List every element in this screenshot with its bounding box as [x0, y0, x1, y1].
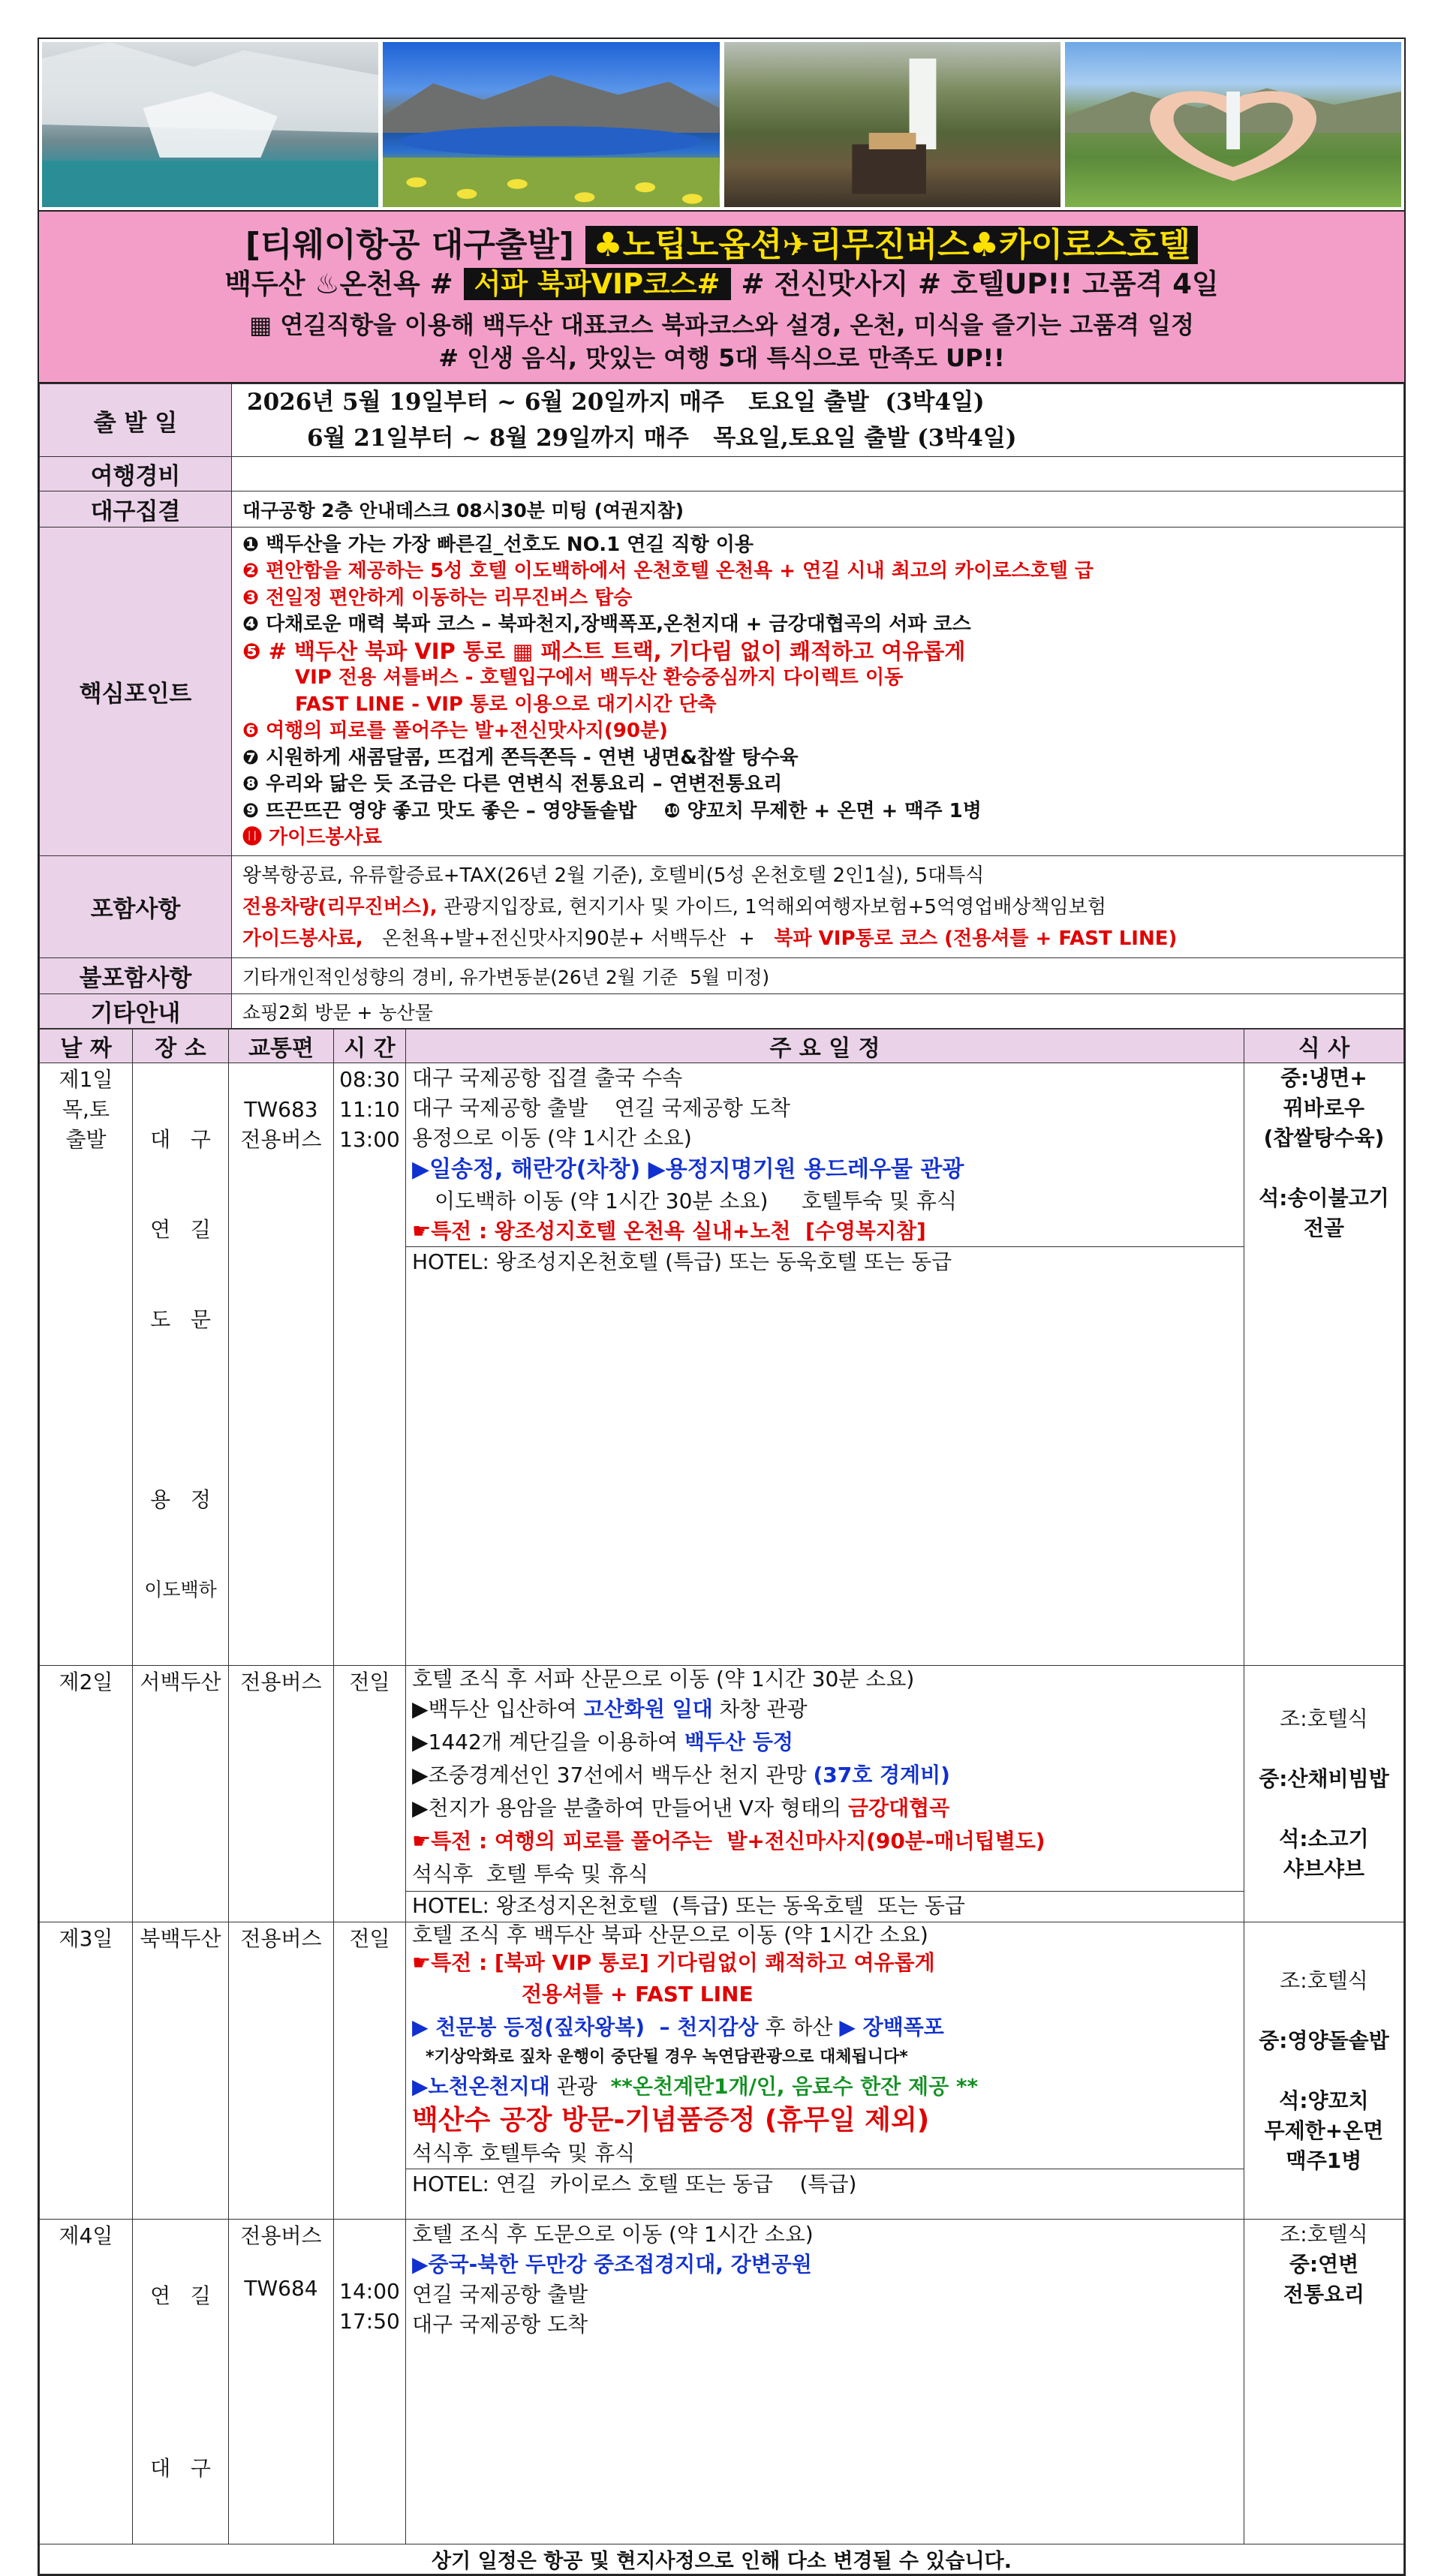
- day1-date: [40, 1063, 133, 1666]
- day2-transport: 전용버스: [229, 1666, 334, 1922]
- day2-line-1: 호텔 조식 후 서파 산문으로 이동 (약 1시간 30분 소요): [412, 1667, 915, 1691]
- includes-line-1: 왕복항공료, 유류할증료+TAX(26년 2월 기준), 호텔비(5성 온천호텔 2인1실), 5대특식: [242, 864, 985, 887]
- day4-itinerary: [406, 2220, 1244, 2544]
- itinerary-sheet: [38, 38, 1406, 2576]
- day1-time-3: 13:00: [339, 1127, 400, 1152]
- etc-row: [40, 994, 1404, 1029]
- title-banner: [39, 210, 1404, 383]
- footer-notice: 상기 일정은 항공 및 현지사정으로 인해 다소 변경될 수 있습니다.: [40, 2544, 1404, 2574]
- day4-line-2: ▶중국-북한 두만강 중조접경지대, 강변공원: [412, 2252, 812, 2277]
- banner-subtitle-c: # 전신맛사지 # 호텔UP!! 고품격 4일: [741, 268, 1219, 300]
- day2-date: 제2일: [40, 1666, 133, 1922]
- day3-highlight-hotspring: ▶노천온천지대: [412, 2074, 550, 2099]
- point-1: ❶ 백두산을 가는 가장 빠른길_선호도 NO.1 연길 직항 이용: [242, 533, 754, 556]
- photo-strip: [39, 39, 1404, 210]
- excludes-row: [40, 958, 1404, 994]
- departure-line-2: 6월 21일부터 ~ 8월 29일까지 매주 목요일,토요일 출발 (3박4일): [307, 425, 1017, 452]
- day3-line-7: 백산수 공장 방문-기념품증정 (휴무일 제외): [412, 2105, 930, 2136]
- point-5-fastline: FAST LINE - VIP 통로 이용으로 대기시간 단축: [295, 693, 717, 716]
- point-9: ❾ 뜨끈뜨끈 영양 좋고 맛도 좋은 – 영양돌솥밥 ❿ 양꼬치 무제한 + 온면 + 맥주 1병: [242, 799, 982, 822]
- day3-line-1: 호텔 조식 후 백두산 북파 산문으로 이동 (약 1시간 소요): [412, 1922, 928, 1947]
- includes-line-3-mid: 온천욕+발+전신맛사지90분+ 서백두산 +: [369, 927, 768, 950]
- banner-subtitle: [39, 261, 1404, 302]
- includes-line-3: [242, 923, 1403, 954]
- day4-place: [133, 2220, 229, 2544]
- day3-meal-gap-1: [1244, 1996, 1403, 2026]
- day1-line-1: 대구 국제공항 집결 출국 수속: [412, 1066, 683, 1090]
- departure-dates: [232, 384, 1404, 457]
- day4-place-gap: [133, 2371, 228, 2394]
- includes-line-2: [242, 891, 1403, 923]
- header-time: 시 간: [334, 1029, 406, 1063]
- day1-place-gap: [133, 1395, 228, 1425]
- banner-description: ▦ 연길직항을 이용해 백두산 대표코스 북파코스와 설경, 온천, 미식을 즐기는 고품격 일정: [248, 311, 1195, 339]
- snowy-waterfall-photo: [42, 42, 378, 207]
- day2-line-3: [412, 1726, 1244, 1759]
- cost-row: [40, 457, 1404, 491]
- includes-label: 포함사항: [40, 856, 232, 958]
- day2-hotel: HOTEL: 왕조성지온천호텔 (특급) 또는 동욱호텔 또는 동급: [406, 1891, 1244, 1920]
- banner-subtitle-highlight: 서파 북파VIP코스#: [464, 268, 731, 300]
- day3-place: 북백두산: [133, 1922, 229, 2220]
- day4-meal-1: 조:호텔식: [1280, 2222, 1368, 2247]
- day1-meal-1: 중:냉면+: [1280, 1066, 1367, 1090]
- day1-weekday: 목,토: [62, 1097, 110, 1122]
- includes-vip-course: 북파 VIP통로 코스 (전용셔틀 + FAST LINE): [767, 927, 1178, 950]
- day1-line-4: ▶일송정, 해란강(차창) ▶용정지명기원 용드레우물 관광: [412, 1156, 964, 1183]
- includes-line-2-rest: 관광지입장료, 현지기사 및 가이드, 1억해외여행자보험+5억영업배상책임보험: [437, 895, 1107, 918]
- day2-line-2c: 차창 관광: [712, 1697, 808, 1721]
- day3-line-8: 석식후 호텔투숙 및 휴식: [412, 2141, 636, 2166]
- day4-time: [334, 2220, 406, 2544]
- day2-meal-4: 샤브샤브: [1283, 1856, 1365, 1881]
- day4-place-1: 연 길: [150, 2283, 211, 2308]
- day2-highlight-alpine: 고산화원 일대: [583, 1697, 713, 1721]
- day1-line-6: ☛특전 : 왕조성지호텔 온천욕 실내+노천 [수영복지참]: [412, 1219, 926, 1243]
- point-11: ⓫ 가이드봉사료: [242, 826, 382, 849]
- point-4: ❹ 다채로운 매력 북파 코스 – 북파천지,장백폭포,온천지대 + 금강대협곡의 서파 코스: [242, 613, 971, 636]
- heaven-lake-photo: [383, 42, 719, 207]
- day1-meal-5: 석:송이불고기: [1259, 1186, 1389, 1210]
- day1-row: [40, 1063, 1404, 1666]
- header-place: 장 소: [133, 1029, 229, 1063]
- footer-row: [40, 2544, 1404, 2574]
- day4-line-4: 대구 국제공항 도착: [412, 2312, 588, 2337]
- day2-meal-3: 석:소고기: [1279, 1826, 1369, 1851]
- day1-meals: [1244, 1063, 1404, 1666]
- info-table: [39, 383, 1404, 1029]
- excludes-label: 불포함사항: [40, 958, 232, 994]
- departure-row: [40, 384, 1404, 457]
- day2-line-7: 석식후 호텔 투숙 및 휴식: [412, 1862, 648, 1886]
- cost-label: 여행경비: [40, 457, 232, 491]
- day2-meal-2: 중:산채비빔밥: [1259, 1766, 1389, 1791]
- day2-line-2a: ▶백두산 입산하여: [412, 1697, 584, 1721]
- header-itinerary: 주 요 일 정: [406, 1029, 1244, 1063]
- day4-bus: 전용버스: [240, 2223, 322, 2248]
- day1-transport-gap: [229, 1065, 333, 1095]
- point-6: ❻ 여행의 피로를 풀어주는 발+전신맛사지(90분): [242, 720, 668, 742]
- points-row: [40, 528, 1404, 856]
- day4-time-2: 17:50: [339, 2309, 400, 2334]
- day2-meal-gap-2: [1244, 1794, 1403, 1824]
- day2-time: 전일: [334, 1666, 406, 1922]
- day3-row: [40, 1922, 1404, 2220]
- departure-line-1: 2026년 5월 19일부터 ~ 6월 20일까지 매주 토요일 출발 (3박4일): [247, 389, 985, 416]
- day3-line-2: ☛특전 : [북파 VIP 통로] 기다림없이 쾌적하고 여유롭게: [412, 1950, 935, 1975]
- schedule-table: [39, 1029, 1404, 2574]
- day1-transport: [229, 1063, 334, 1666]
- banner-slogan: # 인생 음식, 맛있는 여행 5대 특식으로 만족도 UP!!: [438, 344, 1005, 372]
- day2-meal-gap-1: [1244, 1734, 1403, 1764]
- day1-date-label: 제1일: [59, 1067, 113, 1092]
- day4-meal-3: 전통요리: [1283, 2282, 1365, 2307]
- day3-meal-2: 중:영양돌솥밥: [1259, 2027, 1389, 2053]
- day2-line-2: [412, 1693, 1244, 1726]
- day4-time-1: 14:00: [339, 2279, 400, 2304]
- day3-date: 제3일: [40, 1922, 133, 2220]
- day1-place-5: 용 정: [150, 1487, 211, 1512]
- header-date: 날 짜: [40, 1029, 133, 1063]
- day1-departure: 출발: [65, 1127, 107, 1152]
- point-5: ❺ # 백두산 북파 VIP 통로 ▦ 패스트 트랙, 기다림 없이 쾌적하고 여유롭게: [242, 638, 966, 664]
- cost-value: [232, 457, 1404, 491]
- day3-highlight-falls: ▶ 장백폭포: [839, 2015, 944, 2039]
- day4-time-gap: [334, 2221, 405, 2277]
- header-meal: 식 사: [1244, 1029, 1404, 1063]
- day2-highlight-border: (37호 경계비): [813, 1763, 950, 1787]
- day2-line-5: [412, 1792, 1244, 1825]
- day2-itinerary: [406, 1666, 1244, 1922]
- day1-meal-2: 꿔바로우: [1283, 1096, 1365, 1120]
- day1-meal-6: 전골: [1303, 1216, 1345, 1240]
- departure-label: 출 발 일: [40, 384, 232, 457]
- includes-value: [232, 856, 1404, 958]
- day2-highlight-canyon: 금강대협곡: [847, 1796, 950, 1820]
- day3-itinerary: [406, 1922, 1244, 2220]
- etc-value: 쇼핑2회 방문 + 농산물: [232, 994, 1404, 1029]
- day3-line-6: [412, 2071, 1244, 2103]
- day1-place-3: 도 문: [150, 1307, 211, 1332]
- day1-itinerary: [406, 1063, 1244, 1666]
- day3-line-4: [412, 2011, 1244, 2044]
- day3-time: 전일: [334, 1922, 406, 2220]
- day3-meals: [1244, 1922, 1404, 2220]
- meeting-row: [40, 491, 1404, 528]
- day1-place-2: 연 길: [150, 1217, 211, 1242]
- day1-time: [334, 1063, 406, 1666]
- day1-flight: TW683: [244, 1097, 318, 1122]
- day4-transport: [229, 2220, 334, 2544]
- day4-transport-gap: [229, 2251, 333, 2274]
- day3-hotspring-bonus: **온천계란1개/인, 음료수 한잔 제공 **: [610, 2074, 979, 2099]
- banner-title: [39, 218, 1404, 266]
- includes-guide-fee: 가이드봉사료,: [242, 927, 370, 950]
- day4-date: 제4일: [40, 2220, 133, 2544]
- day3-highlight-peak: ▶ 천문봉 등정(짚차왕복) – 천지감상: [412, 2015, 759, 2039]
- day2-line-4: [412, 1759, 1244, 1792]
- includes-vehicle: 전용차량(리무진버스),: [242, 895, 438, 918]
- meeting-label: 대구집결: [40, 491, 232, 528]
- point-8: ❽ 우리와 닮은 듯 조금은 다른 연변식 전통요리 – 연변전통요리: [242, 773, 783, 795]
- day1-bus: 전용버스: [240, 1127, 322, 1152]
- excludes-value: 기타개인적인성향의 경비, 유가변동분(26년 2월 기준 5월 미정): [232, 958, 1404, 994]
- banner-subtitle-a: 백두산 ♨온천욕 #: [224, 268, 453, 300]
- day1-meal-3: (찹쌀탕수육): [1263, 1126, 1385, 1150]
- day1-line-5: 이도백하 이동 (약 1시간 30분 소요) 호텔투숙 및 휴식: [435, 1189, 958, 1213]
- banner-title-highlight: ♣노팁노옵션✈리무진버스♣카이로스호텔: [585, 226, 1198, 264]
- day2-row: [40, 1666, 1404, 1922]
- day4-meal-2: 중:연변: [1289, 2252, 1359, 2277]
- point-7: ❼ 시원하게 새콤달콤, 뜨겁게 쫀득쫀득 - 연변 냉면&찹쌀 탕수육: [242, 746, 799, 769]
- day3-meal-5: 맥주1병: [1286, 2148, 1362, 2173]
- day4-meals: [1244, 2220, 1404, 2544]
- day3-transport: 전용버스: [229, 1922, 334, 2220]
- waterfall-coffee-photo: [724, 42, 1060, 207]
- point-2: ❷ 편안함을 제공하는 5성 호텔 이도백하에서 온천호텔 온천욕 + 연길 시내 최고의 카이로스호텔 급: [242, 560, 1094, 582]
- day3-hotel: HOTEL: 연길 카이로스 호텔 또는 동급 (특급): [406, 2169, 1244, 2199]
- day3-meal-gap-2: [1244, 2056, 1403, 2086]
- day1-time-2: 11:10: [339, 1097, 400, 1122]
- day3-meal-1: 조:호텔식: [1280, 1967, 1368, 1993]
- day4-flight: TW684: [244, 2276, 318, 2301]
- day3-line-6b: 관광: [549, 2074, 611, 2099]
- day1-place-1: 대 구: [150, 1127, 211, 1152]
- day3-line-3: 전용셔틀 + FAST LINE: [522, 1982, 754, 2006]
- point-5-shuttle: VIP 전용 셔틀버스 - 호텔입구에서 백두산 환승중심까지 다이렉트 이동: [295, 666, 904, 689]
- day1-line-2: 대구 국제공항 출발 연길 국제공항 도착: [412, 1096, 790, 1120]
- day1-line-3: 용정으로 이동 (약 1시간 소요): [412, 1126, 692, 1150]
- day4-place-2: 대 구: [150, 2456, 211, 2481]
- day2-meals: [1244, 1666, 1404, 1922]
- day1-time-1: 08:30: [339, 1067, 400, 1092]
- schedule-header: [40, 1029, 1404, 1063]
- etc-label: 기타안내: [40, 994, 232, 1029]
- day3-line-4b: 후 하산: [758, 2015, 840, 2039]
- banner-title-prefix: [티웨이항공 대구출발]: [245, 226, 586, 264]
- point-3: ❸ 전일정 편안하게 이동하는 리무진버스 탑승: [242, 586, 633, 609]
- meeting-value: 대구공항 2층 안내데스크 08시30분 미팅 (여권지참): [232, 491, 1404, 528]
- day2-meal-1: 조:호텔식: [1280, 1706, 1368, 1731]
- day1-meal-gap: [1244, 1153, 1403, 1183]
- day4-row: [40, 2220, 1404, 2544]
- day2-line-5a: ▶천지가 용암을 분출하여 만들어낸 V자 형태의: [412, 1796, 848, 1820]
- day2-line-4a: ▶조중경계선인 37선에서 백두산 천지 관망: [412, 1763, 814, 1787]
- points-list: [232, 528, 1404, 856]
- day1-hotel: HOTEL: 왕조성지온천호텔 (특급) 또는 동욱호텔 또는 동급: [406, 1246, 1244, 1277]
- header-transport: 교통편: [229, 1029, 334, 1063]
- day3-meal-3: 석:양꼬치: [1279, 2088, 1369, 2113]
- day2-highlight-climb: 백두산 등정: [684, 1730, 793, 1754]
- includes-row: [40, 856, 1404, 958]
- day3-meal-4: 무제한+온면: [1264, 2118, 1384, 2143]
- day2-place: 서백두산: [133, 1666, 229, 1922]
- day4-line-3: 연길 국제공항 출발: [412, 2282, 588, 2307]
- day2-line-6: ☛특전 : 여행의 피로를 풀어주는 발+전신마사지(90분-매너팁별도): [412, 1829, 1045, 1853]
- day1-place: [133, 1063, 229, 1666]
- points-label: 핵심포인트: [40, 528, 232, 856]
- day1-place-6: 이도백하: [144, 1579, 217, 1601]
- day3-line-5: *기상악화로 짚차 운행이 중단될 경우 녹연담관광으로 대체됩니다*: [426, 2048, 908, 2067]
- day2-line-3a: ▶1442개 계단길을 이용하여: [412, 1730, 684, 1754]
- day4-line-1: 호텔 조식 후 도문으로 이동 (약 1시간 소요): [412, 2222, 814, 2247]
- heart-hands-photo: [1065, 42, 1401, 207]
